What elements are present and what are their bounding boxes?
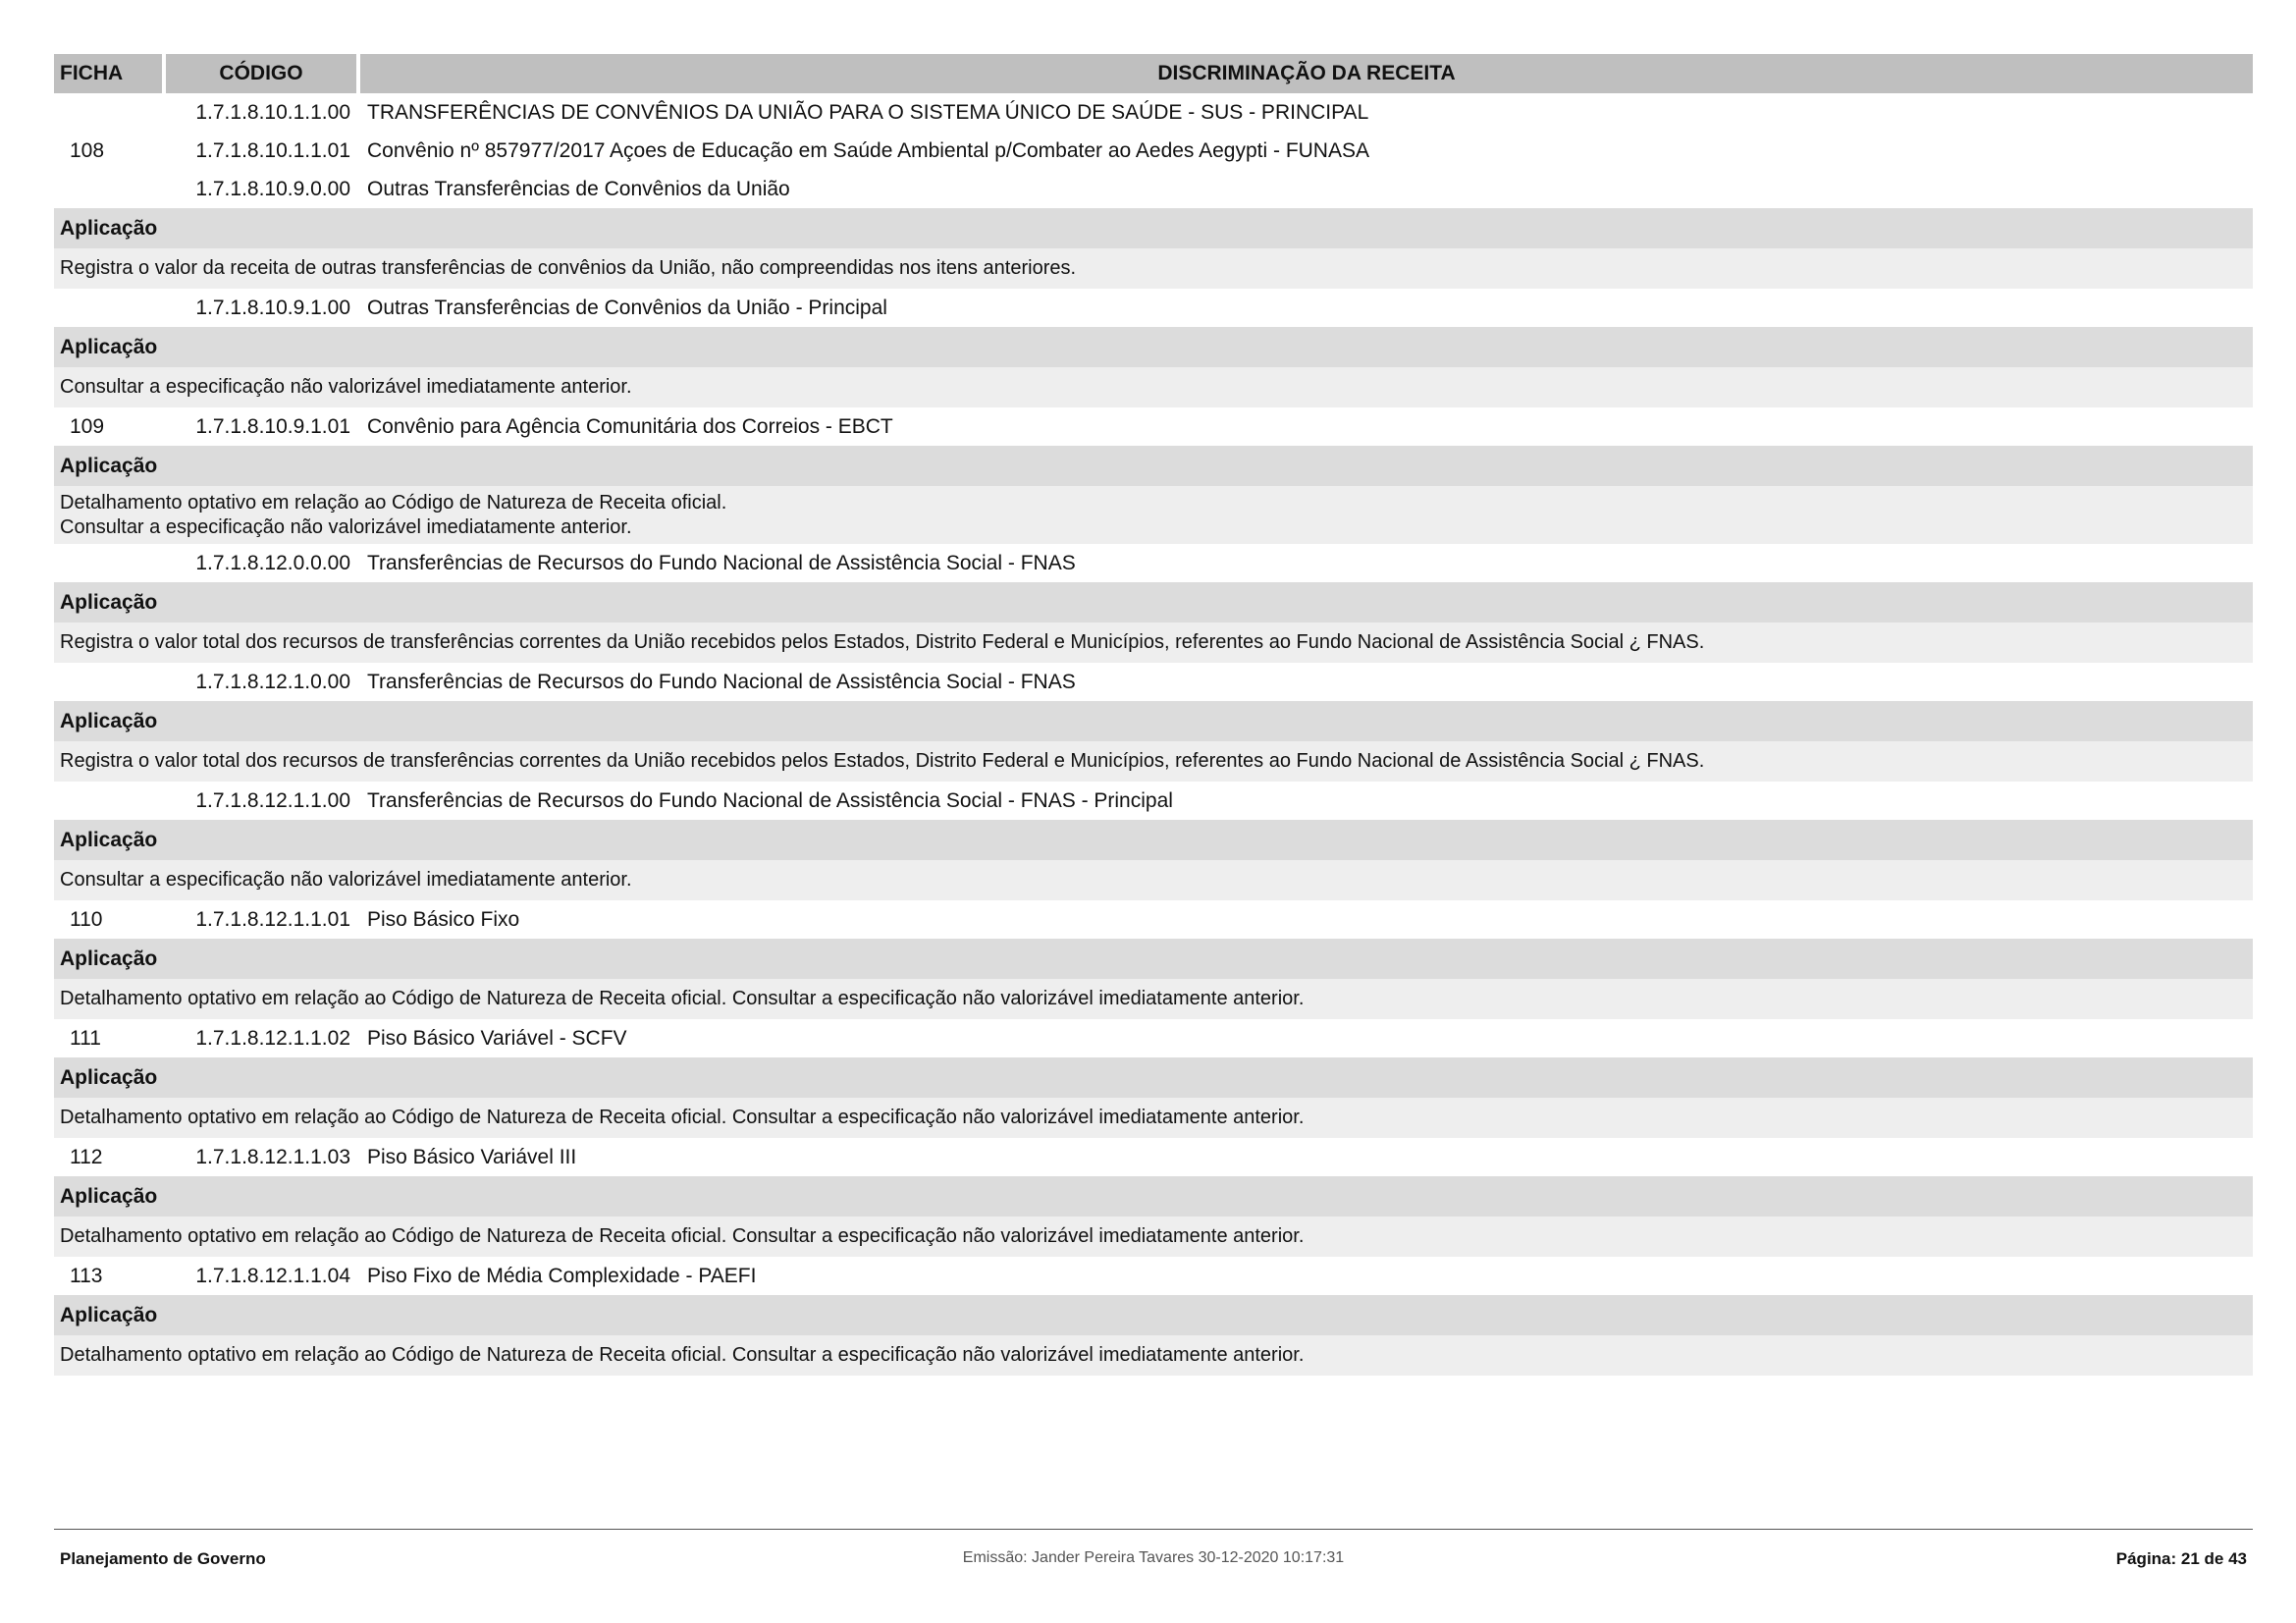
codigo-cell: 1.7.1.8.10.9.1.01	[195, 414, 350, 438]
aplicacao-text	[54, 367, 2253, 407]
aplicacao-line: Detalhamento optativo em relação ao Código de Natureza de Receita oficial. Consultar a especificação não valorizável imediatamente anterior.	[60, 1225, 1305, 1247]
aplicacao-line: Consultar a especificação não valorizável imediatamente anterior.	[60, 376, 632, 398]
descricao-cell: Piso Básico Variável - SCFV	[367, 1026, 627, 1050]
header-ficha: FICHA	[54, 54, 162, 93]
codigo-cell: 1.7.1.8.12.1.1.02	[195, 1026, 350, 1050]
aplicacao-text	[54, 1098, 2253, 1138]
table-row	[54, 93, 2253, 132]
table-row	[54, 900, 2253, 939]
aplicacao-text	[54, 486, 2253, 544]
aplicacao-line: Registra o valor total dos recursos de transferências correntes da União recebidos pelos Estados, Distrito Federal e Municípios, referentes ao Fundo Nacional de Assistência Social ¿ FNAS.	[60, 750, 1705, 772]
aplicacao-text	[54, 979, 2253, 1019]
descricao-cell: Piso Básico Fixo	[367, 907, 520, 931]
aplicacao-line: Consultar a especificação não valorizável imediatamente anterior.	[60, 515, 632, 538]
descricao-cell: Piso Fixo de Média Complexidade - PAEFI	[367, 1264, 757, 1287]
footer-emission: Emissão: Jander Pereira Tavares 30-12-2020 10:17:31	[962, 1549, 1345, 1566]
descricao-cell: Convênio nº 857977/2017 Açoes de Educação em Saúde Ambiental p/Combater ao Aedes Aegypti - FUNASA	[367, 138, 1369, 162]
codigo-cell: 1.7.1.8.10.1.1.01	[195, 138, 350, 162]
descricao-cell: Piso Básico Variável III	[367, 1145, 577, 1168]
aplicacao-label: Aplicação	[54, 327, 2253, 367]
report-table	[54, 54, 2253, 1376]
header-codigo: CÓDIGO	[166, 54, 356, 93]
aplicacao-label: Aplicação	[54, 446, 2253, 486]
descricao-cell: TRANSFERÊNCIAS DE CONVÊNIOS DA UNIÃO PARA O SISTEMA ÚNICO DE SAÚDE - SUS - PRINCIPAL	[367, 100, 1369, 124]
aplicacao-label: Aplicação	[54, 1057, 2253, 1098]
table-row	[54, 289, 2253, 327]
table-row	[54, 1019, 2253, 1057]
aplicacao-line: Consultar a especificação não valorizável imediatamente anterior.	[60, 869, 632, 891]
aplicacao-label: Aplicação	[54, 701, 2253, 741]
ficha-cell: 110	[70, 907, 103, 931]
codigo-cell: 1.7.1.8.12.1.1.03	[195, 1145, 350, 1168]
aplicacao-text	[54, 248, 2253, 289]
footer-page-number: Página: 21 de 43	[2115, 1549, 2247, 1568]
descricao-cell: Transferências de Recursos do Fundo Nacional de Assistência Social - FNAS	[367, 670, 1076, 693]
footer-department: Planejamento de Governo	[60, 1549, 266, 1568]
descricao-cell: Transferências de Recursos do Fundo Nacional de Assistência Social - FNAS - Principal	[367, 788, 1173, 812]
table-row	[54, 1138, 2253, 1176]
aplicacao-label: Aplicação	[54, 1176, 2253, 1217]
ficha-cell: 108	[70, 138, 105, 162]
aplicacao-line: Registra o valor total dos recursos de transferências correntes da União recebidos pelos Estados, Distrito Federal e Municípios, referentes ao Fundo Nacional de Assistência Social ¿ FNAS.	[60, 631, 1705, 653]
table-row	[54, 132, 2253, 170]
aplicacao-line: Detalhamento optativo em relação ao Código de Natureza de Receita oficial. Consultar a especificação não valorizável imediatamente anterior.	[60, 988, 1305, 1009]
codigo-cell: 1.7.1.8.10.9.0.00	[195, 177, 350, 200]
descricao-cell: Convênio para Agência Comunitária dos Correios - EBCT	[367, 414, 893, 438]
aplicacao-line: Detalhamento optativo em relação ao Código de Natureza de Receita oficial.	[60, 491, 727, 514]
codigo-cell: 1.7.1.8.12.1.1.04	[195, 1264, 350, 1287]
ficha-cell: 112	[70, 1145, 103, 1168]
table-row	[54, 170, 2253, 208]
table-row	[54, 1257, 2253, 1295]
aplicacao-text	[54, 741, 2253, 782]
ficha-cell: 111	[70, 1026, 101, 1050]
descricao-cell: Outras Transferências de Convênios da União	[367, 177, 790, 200]
aplicacao-label: Aplicação	[54, 1295, 2253, 1335]
aplicacao-text	[54, 1335, 2253, 1376]
table-header	[54, 54, 2253, 93]
aplicacao-text	[54, 1217, 2253, 1257]
aplicacao-line: Registra o valor da receita de outras transferências de convênios da União, não compreendidas nos itens anteriores.	[60, 257, 1077, 279]
ficha-cell: 109	[70, 414, 105, 438]
page-footer	[54, 1529, 2253, 1579]
aplicacao-text	[54, 860, 2253, 900]
codigo-cell: 1.7.1.8.12.0.0.00	[195, 551, 350, 574]
aplicacao-label: Aplicação	[54, 582, 2253, 622]
aplicacao-label: Aplicação	[54, 820, 2253, 860]
aplicacao-label: Aplicação	[54, 939, 2253, 979]
table-row	[54, 544, 2253, 582]
codigo-cell: 1.7.1.8.10.1.1.00	[195, 100, 350, 124]
descricao-cell: Outras Transferências de Convênios da União - Principal	[367, 296, 887, 319]
aplicacao-label: Aplicação	[54, 208, 2253, 248]
table-row	[54, 782, 2253, 820]
header-discriminacao: DISCRIMINAÇÃO DA RECEITA	[360, 54, 2253, 93]
codigo-cell: 1.7.1.8.10.9.1.00	[195, 296, 350, 319]
ficha-cell: 113	[70, 1264, 103, 1287]
aplicacao-line: Detalhamento optativo em relação ao Código de Natureza de Receita oficial. Consultar a especificação não valorizável imediatamente anterior.	[60, 1344, 1305, 1366]
codigo-cell: 1.7.1.8.12.1.1.00	[195, 788, 350, 812]
table-row	[54, 407, 2253, 446]
aplicacao-text	[54, 622, 2253, 663]
descricao-cell: Transferências de Recursos do Fundo Nacional de Assistência Social - FNAS	[367, 551, 1076, 574]
table-row	[54, 663, 2253, 701]
aplicacao-line: Detalhamento optativo em relação ao Código de Natureza de Receita oficial. Consultar a especificação não valorizável imediatamente anterior.	[60, 1107, 1305, 1128]
codigo-cell: 1.7.1.8.12.1.0.00	[195, 670, 350, 693]
codigo-cell: 1.7.1.8.12.1.1.01	[195, 907, 350, 931]
